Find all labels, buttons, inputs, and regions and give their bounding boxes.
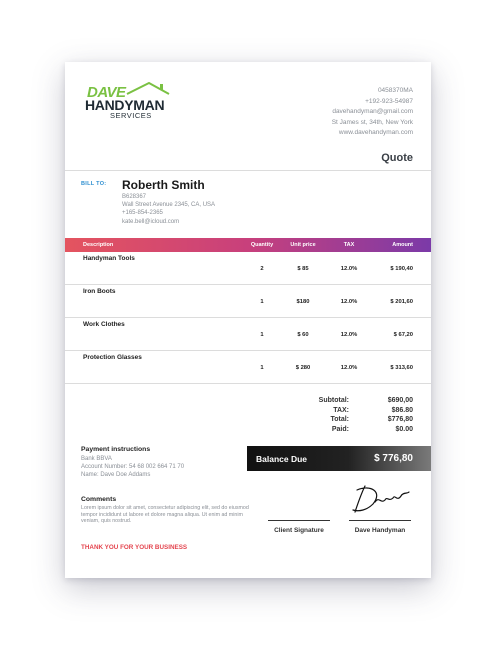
header-amount: Amount [392, 242, 413, 248]
paid-label: Paid: [331, 425, 349, 433]
company-address: St James st, 34th, New York [331, 118, 413, 126]
client-address: Wall Street Avenue 2345, CA, USA [122, 202, 216, 209]
row-description: Iron Boots [83, 288, 116, 295]
table-row [65, 252, 431, 285]
client-signature-line [268, 520, 330, 521]
signature-image [349, 482, 411, 516]
client-signature-label: Client Signature [274, 527, 324, 534]
row-tax: 12.0% [340, 299, 358, 305]
row-unit-price: $ 60 [297, 332, 309, 338]
row-description: Protection Glasses [83, 354, 142, 361]
balance-due-label: Balance Due [256, 454, 308, 464]
row-amount: $ 313,60 [390, 365, 413, 371]
row-quantity: 1 [260, 365, 264, 371]
row-quantity: 2 [260, 266, 264, 272]
payment-info [81, 455, 184, 479]
table-row [65, 351, 431, 384]
header-description: Description [83, 242, 114, 248]
quote-document [65, 62, 431, 578]
payment-account: Account Number: 54 68 002 664 71 70 [81, 464, 185, 470]
comments-title: Comments [81, 496, 117, 503]
vendor-signature-label: Dave Handyman [354, 527, 406, 534]
payment-title: Payment instructions [81, 446, 151, 453]
balance-due-bar [247, 446, 431, 471]
company-info [332, 86, 413, 139]
payment-bank: Bank BBVA [81, 456, 112, 462]
row-unit-price: $180 [296, 299, 310, 305]
row-tax: 12.0% [340, 332, 358, 338]
company-phone: +192-923-54987 [365, 97, 413, 105]
row-amount: $ 67,20 [393, 332, 413, 338]
client-email: kate.bell@icloud.com [122, 218, 180, 225]
totals-block [305, 396, 413, 434]
logo-word-handyman: HANDYMAN [85, 97, 165, 113]
comments-body: Lorem ipsum dolor sit amet, consectetur adipiscing elit, sed do eiusmod tempor incididunt ut labore et dolore magna aliqua. Ut enim ad minim veniam, quis nostrud. [81, 505, 249, 524]
subtotal-value: $690,00 [387, 397, 413, 404]
header-tax: TAX [343, 242, 355, 248]
document-title: Quote [381, 152, 413, 164]
header-unit-price: Unit price [290, 242, 316, 248]
balance-due-value: $ 776,80 [374, 453, 413, 464]
logo-word-dave: DAVE [87, 84, 126, 101]
bill-to-label: BILL TO: [81, 181, 107, 187]
subtotal-label: Subtotal: [318, 397, 349, 404]
total-value: $776,80 [387, 416, 413, 423]
paid-value: $0.00 [395, 425, 413, 433]
row-description: Handyman Tools [83, 255, 135, 262]
client-phone: +165-854-2365 [122, 210, 163, 217]
items-table-header [65, 238, 431, 252]
vendor-signature-line [349, 520, 411, 521]
company-id: 0458370MA [377, 87, 413, 94]
row-quantity: 1 [260, 299, 264, 305]
thank-you-note: THANK YOU FOR YOUR BUSINESS [81, 544, 188, 551]
row-amount: $ 201,60 [390, 299, 413, 305]
table-row [65, 285, 431, 318]
company-logo [85, 84, 175, 124]
company-website: www.davehandyman.com [338, 129, 413, 136]
row-tax: 12.0% [340, 365, 358, 371]
client-info [122, 193, 215, 226]
header-quantity: Quantity [250, 242, 274, 248]
logo-word-services: SERVICES [110, 111, 152, 120]
tax-label: TAX: [333, 406, 349, 414]
company-email: davehandyman@gmail.com [332, 108, 413, 115]
table-row [65, 318, 431, 351]
header-divider [65, 170, 431, 171]
total-label: Total: [330, 416, 349, 423]
tax-value: $86.80 [391, 406, 413, 414]
row-unit-price: $ 85 [297, 266, 309, 272]
row-amount: $ 190,40 [390, 266, 413, 272]
payment-name: Name: Dave Doe Addams [81, 472, 151, 478]
row-quantity: 1 [260, 332, 264, 338]
client-name: Roberth Smith [122, 178, 205, 192]
client-id: B628367 [122, 194, 147, 200]
row-tax: 12.0% [340, 266, 358, 272]
row-description: Work Clothes [83, 321, 125, 328]
row-unit-price: $ 280 [295, 365, 311, 371]
